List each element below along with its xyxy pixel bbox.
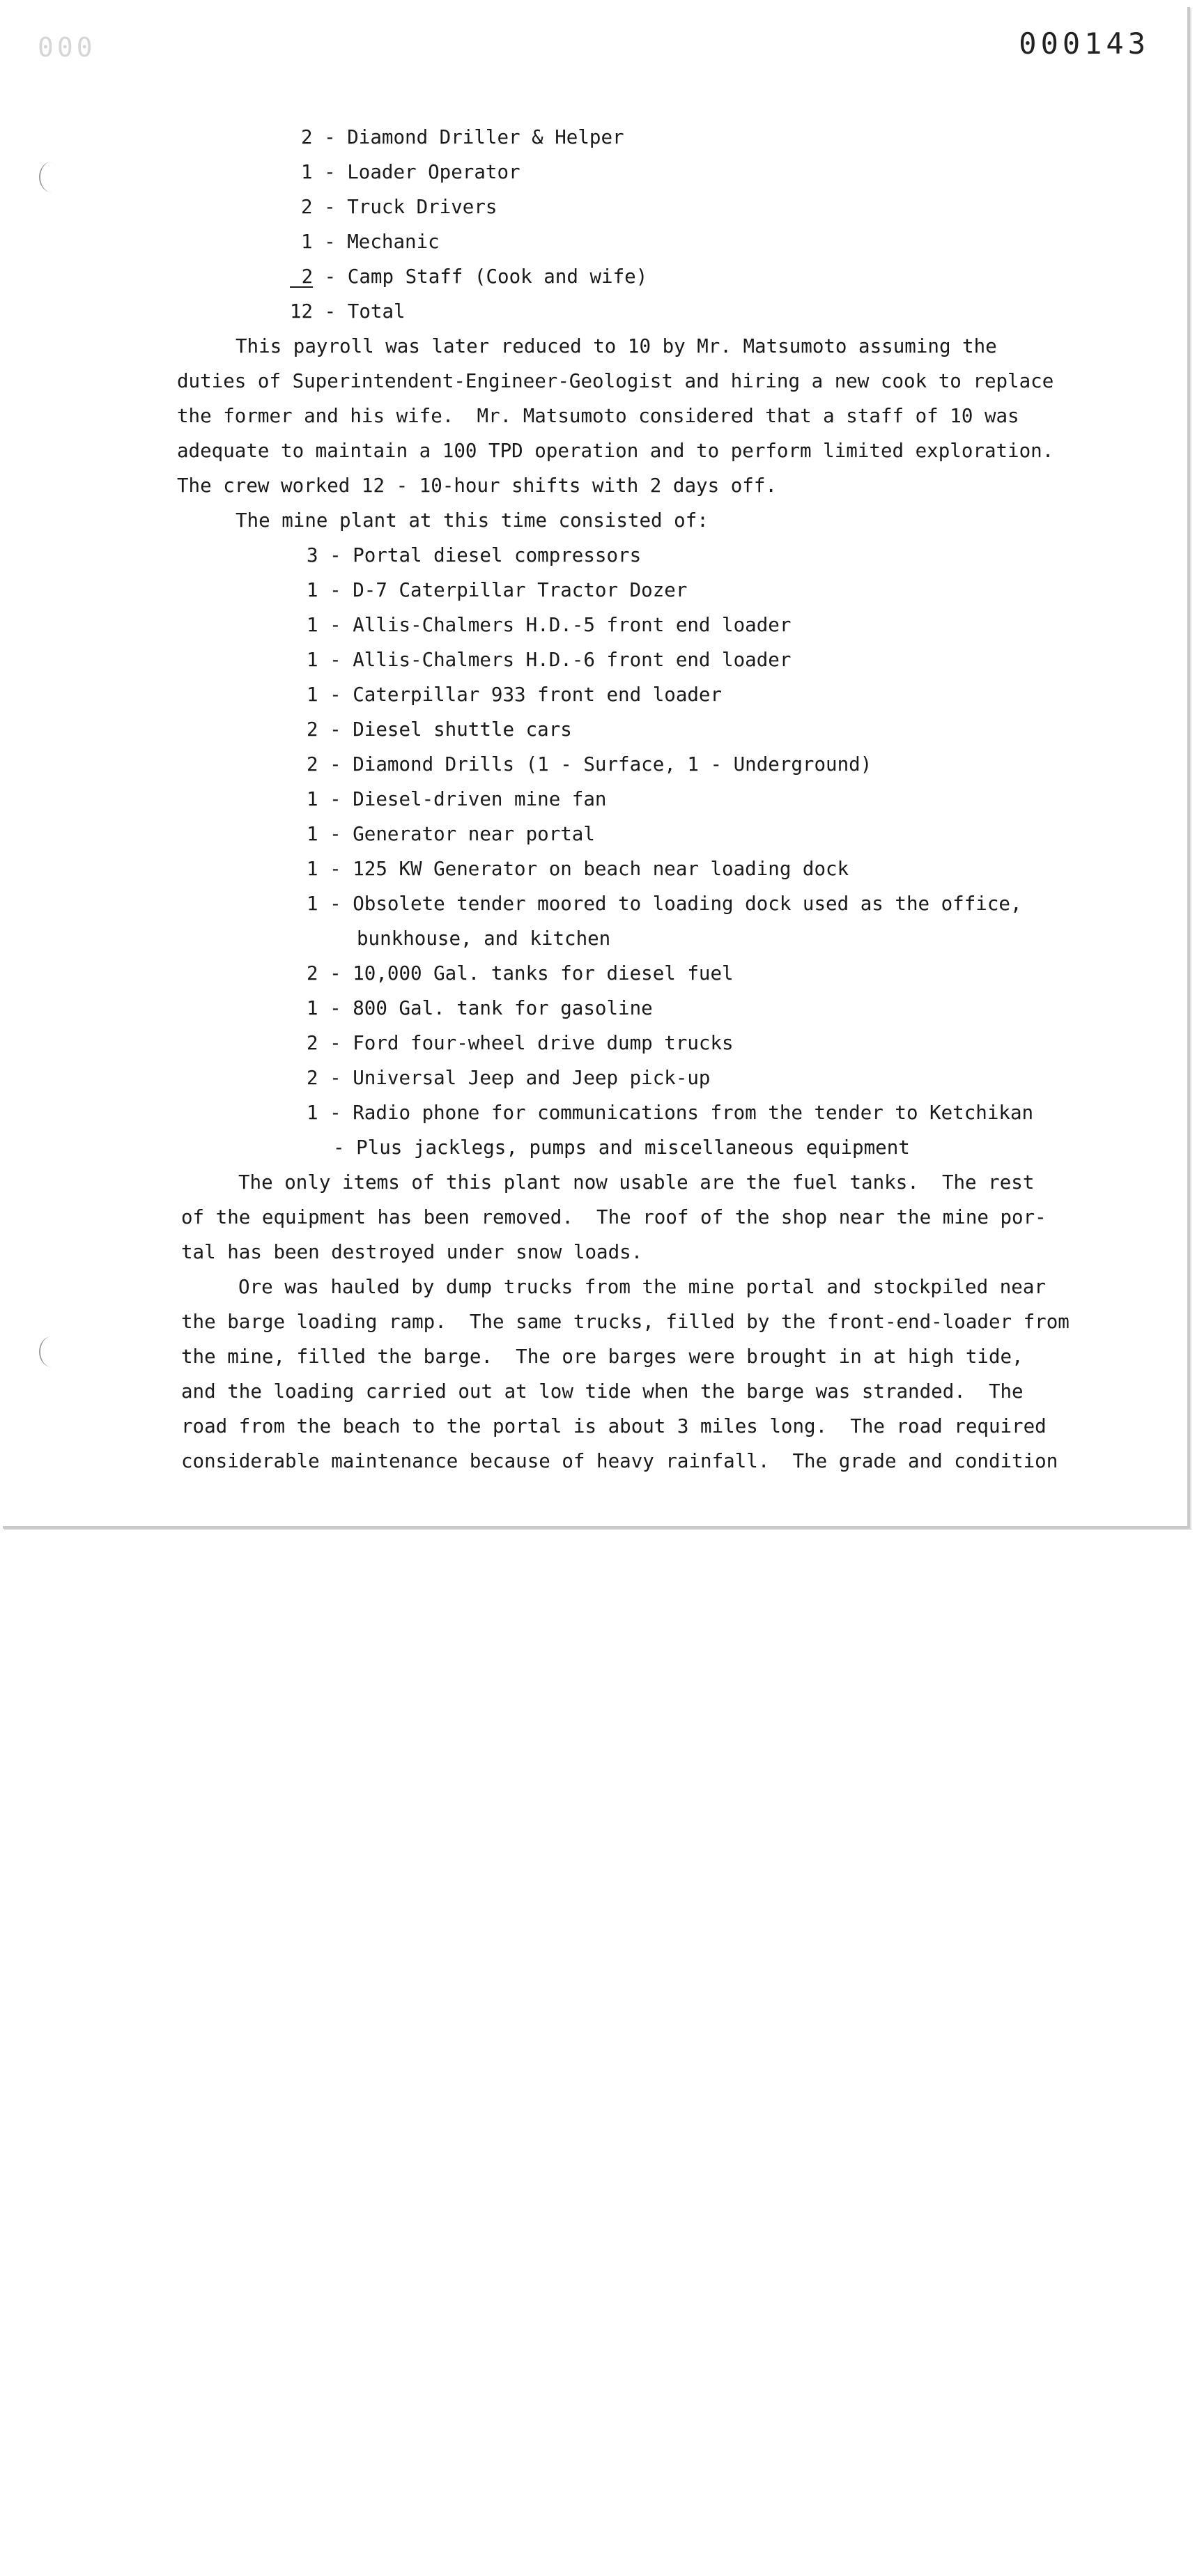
list-item: 2 - 10,000 Gal. tanks for diesel fuel bbox=[307, 962, 734, 985]
list-item: 1 - Loader Operator bbox=[301, 161, 520, 183]
list-item-total: 12 - Total bbox=[290, 300, 406, 323]
list-item: 2 - Diamond Drills (1 - Surface, 1 - Underground) bbox=[307, 753, 872, 776]
list-item: 1 - Mechanic bbox=[301, 231, 440, 253]
paragraph-ore: Ore was hauled by dump trucks from the mine portal and stockpiled near the barge loading ramp. The same trucks, filled by the front-end-loader from the mine, filled the barge. The ore barges were brought in at high tide, and the loading carried out at low tide when the barge was stranded. The road from the beach to the portal is about 3 miles long. The road required considerable maintenance because of heavy rainfall. The grade and condition bbox=[181, 1276, 1070, 1472]
list-item: 3 - Portal diesel compressors bbox=[307, 544, 642, 566]
list-item-extra: - Plus jacklegs, pumps and miscellaneous equipment bbox=[333, 1136, 910, 1159]
list-item: 1 - Allis-Chalmers H.D.-6 front end loader bbox=[307, 649, 792, 671]
document-page bbox=[3, 7, 1190, 1529]
list-item: 2 - Diamond Driller & Helper bbox=[301, 126, 624, 148]
list-item: 1 - D-7 Caterpillar Tractor Dozer bbox=[307, 579, 688, 601]
list-item: 2 - Camp Staff (Cook and wife) bbox=[301, 265, 648, 288]
list-item: 2 - Universal Jeep and Jeep pick-up bbox=[307, 1067, 711, 1089]
list-item: 1 - Caterpillar 933 front end loader bbox=[307, 684, 723, 706]
list-item: 1 - Radio phone for communications from the tender to Ketchikan bbox=[307, 1102, 1034, 1124]
list-item: 1 - Obsolete tender moored to loading dock used as the office, bbox=[307, 893, 1022, 915]
list-item: 2 - Ford four-wheel drive dump trucks bbox=[307, 1032, 734, 1054]
list-item: 1 - Generator near portal bbox=[307, 823, 595, 845]
paragraph-usable: The only items of this plant now usable are the fuel tanks. The rest of the equipment has been removed. The roof of the shop near the mine por- tal has been destroyed under snow loads. bbox=[181, 1171, 1047, 1263]
list-item-continued: bunkhouse, and kitchen bbox=[357, 927, 611, 950]
list-item: 1 - Diesel-driven mine fan bbox=[307, 788, 607, 810]
list-item: 2 - Diesel shuttle cars bbox=[307, 718, 572, 741]
plant-intro: The mine plant at this time consisted of: bbox=[236, 509, 709, 532]
list-item: 1 - Allis-Chalmers H.D.-5 front end loader bbox=[307, 614, 792, 636]
faint-stamp: 000 bbox=[38, 32, 96, 63]
list-item: 1 - 125 KW Generator on beach near loading dock bbox=[307, 858, 849, 880]
page-number: 000143 bbox=[1019, 26, 1150, 61]
list-item: 2 - Truck Drivers bbox=[301, 196, 497, 218]
document-body bbox=[3, 7, 1187, 2576]
list-item: 1 - 800 Gal. tank for gasoline bbox=[307, 997, 653, 1019]
paragraph-payroll: This payroll was later reduced to 10 by Mr. Matsumoto assuming the duties of Superintendent-Engineer-Geologist and hiring a new cook to replace the former and his wife. Mr. Matsumoto considered that a staff of 10 was adequate to maintain a 100 TPD operation and to perform limited exploration. The crew worked 12 - 10-hour shifts with 2 days off. bbox=[177, 335, 1054, 497]
